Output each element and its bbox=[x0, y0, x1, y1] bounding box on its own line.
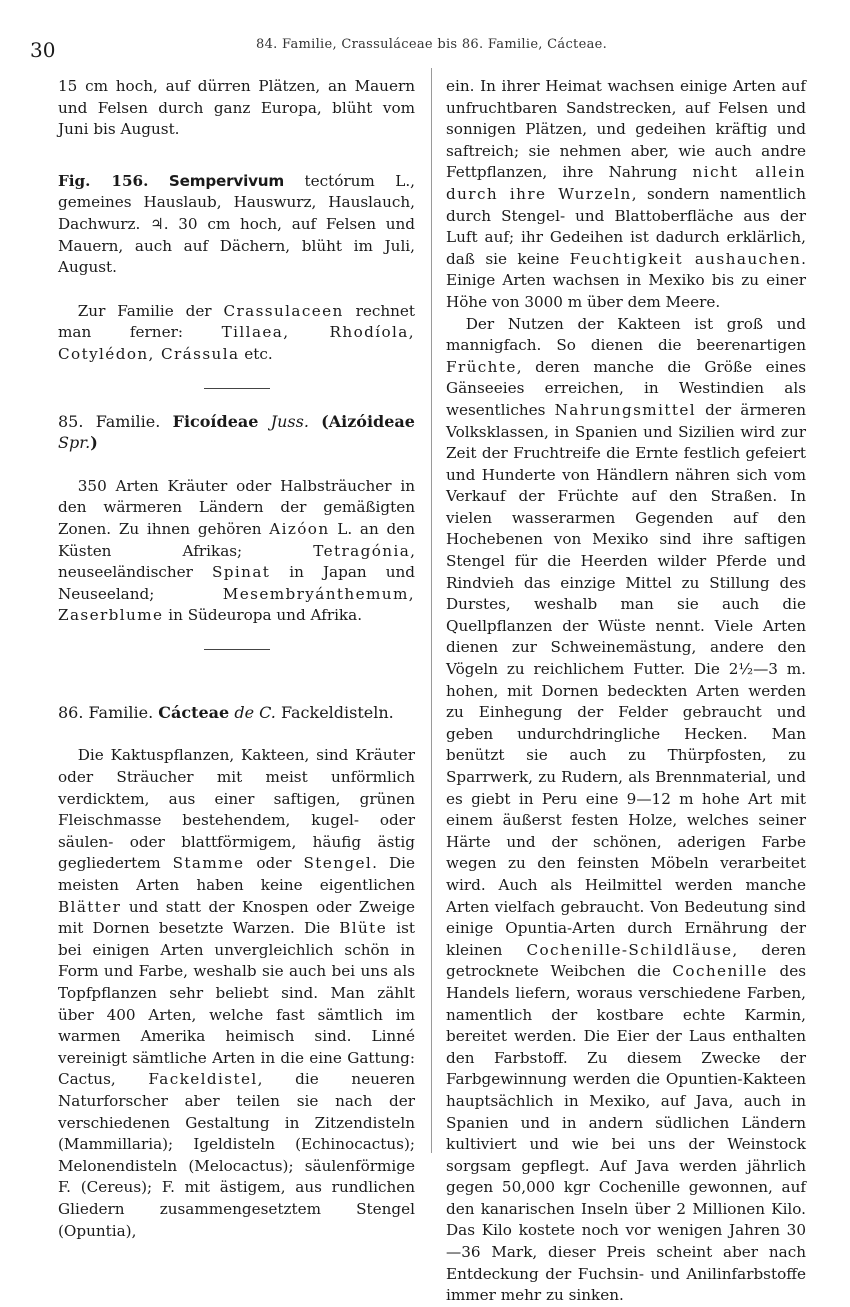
text-run: , deren manche die Größe eines Gänseeies erreichen, in Westindien als wesentliches bbox=[446, 357, 806, 419]
family-common-name: Fackeldisteln. bbox=[280, 702, 394, 722]
text-run: Tetragónia bbox=[313, 541, 411, 560]
text-run: , die neueren Naturforscher aber teilen sie nach der verschiedenen Gestaltung in Zitzendisteln (Mammillaria); Igeldisteln (Echinocactus); Melonendisteln (Melocactus); säulenförmige F. (Cereus); F. mit ästigem, aus rundlichen Gliedern zusammengesetztem Stengel (Opuntia), bbox=[58, 1070, 415, 1240]
text-run: etc. bbox=[239, 344, 273, 363]
text-run: Crassulaceen bbox=[223, 301, 344, 320]
species-author: tectórum L., bbox=[284, 171, 415, 190]
text-run: Zur Familie der bbox=[77, 301, 224, 320]
text-run: Blätter bbox=[58, 897, 122, 916]
text-run: Aizóon bbox=[269, 519, 330, 538]
text-run: nicht allein durch ihre Wurzeln bbox=[446, 163, 806, 203]
genus-name: Sempervivum bbox=[168, 171, 285, 190]
text-run: 15 cm hoch, auf dürren Plätzen, an Mauern und Felsen durch ganz Europa, blüht vom Juni bis August. bbox=[58, 77, 415, 139]
cactus-uses-text bbox=[446, 314, 806, 1307]
text-run: Fackeldistel bbox=[148, 1070, 258, 1089]
text-run: 350 Arten Kräuter oder Halbsträucher in den wärmeren Ländern der gemäßigten Zonen. Zu ihnen gehören bbox=[58, 476, 415, 538]
page-number: 30 bbox=[30, 38, 56, 62]
text-run: Feuchtigkeit aushauchen bbox=[569, 249, 802, 268]
figure-text: gemeines Hauslaub, Hauswurz, Hauslauch, Dachwurz. ♃. 30 cm hoch, auf Felsen und Mauern, auch auf Dächern, blüht im Juli, August. bbox=[58, 193, 415, 277]
text-run: Spinat bbox=[211, 563, 271, 582]
text-run: oder bbox=[244, 854, 304, 873]
text-run: Cochenille-Schildläuse bbox=[526, 940, 733, 959]
text-run: in Japan und Neuseeland; bbox=[58, 563, 415, 603]
family-number: 85. Familie. bbox=[58, 411, 161, 431]
section-rule bbox=[204, 388, 270, 389]
text-run: Der Nutzen der Kakteen ist groß und mannigfach. So dienen die beerenartigen bbox=[446, 314, 806, 355]
text-run: Stamme bbox=[172, 854, 245, 873]
family-synonym: (Aizóideae bbox=[321, 411, 415, 431]
family-name: Ficoídeae bbox=[172, 411, 259, 431]
text-run: ein. In ihrer Heimat wachsen einige Arten auf unfruchtbaren Sandstrecken, auf Felsen und sonnigen Plätzen, und gedeihen kräftig und saftreich; sie nehmen aber, wie auch andre Fettpflanzen, ihre Nahrung bbox=[446, 77, 806, 182]
column-divider bbox=[431, 68, 432, 1153]
text-run: Stengel bbox=[303, 854, 373, 873]
text-run: in Südeuropa und Afrika. bbox=[163, 606, 363, 625]
text-run: Tillaea, Rhodíola, Cotylédon, Crássula bbox=[58, 323, 415, 363]
figure-156-entry bbox=[58, 171, 415, 279]
right-column bbox=[446, 76, 806, 1307]
family-85-text bbox=[58, 476, 415, 627]
crassulaceae-note bbox=[58, 301, 415, 366]
text-run: Die Kaktuspflanzen, Kakteen, sind Kräuter oder Sträucher mit meist unförmlich verdicktem, aus einer saftigen, grünen Fleischmasse bestehendem, kugel- oder säulen- oder blattförmigem, häufig ästig gegliedertem bbox=[58, 746, 415, 873]
text-run: L. an den Küsten Afrikas; bbox=[58, 519, 415, 560]
family-name: Cácteae bbox=[158, 702, 230, 722]
text-run: ) bbox=[90, 433, 98, 453]
running-title: 84. Familie, Crassuláceae bis 86. Familie, Cácteae. bbox=[256, 37, 608, 52]
family-author: Juss. bbox=[270, 411, 309, 431]
text-run: Blüte bbox=[339, 919, 388, 938]
text-run: und statt der Knospen oder Zweige mit Dornen besetzte Warzen. Die bbox=[58, 897, 415, 938]
cactus-habitat-text bbox=[446, 76, 806, 314]
text-run: , neuseeländischer bbox=[58, 541, 415, 582]
family-86-heading bbox=[58, 702, 415, 724]
family-85-heading bbox=[58, 411, 415, 454]
text-run: Mesembryánthemum, Zaserblume bbox=[58, 584, 415, 625]
family-number: 86. Familie. bbox=[58, 702, 154, 722]
text-run: , deren getrocknete Weibchen die bbox=[446, 940, 806, 981]
section-rule bbox=[204, 649, 270, 650]
text-run: rechnet man ferner: bbox=[58, 301, 415, 342]
figure-label: Fig. 156. bbox=[58, 171, 149, 190]
text-run: Nahrungsmittel bbox=[554, 400, 696, 419]
family-author: de C. bbox=[234, 702, 276, 722]
text-run: Früchte bbox=[446, 357, 517, 376]
text-run: ist bei einigen Arten unvergleichlich schön in Form und Farbe, weshalb sie auch bei uns als Topfpflanzen sehr beliebt sind. Man zählt über 400 Arten, welche fast sämtlich im warmen Amerika heimisch sind. Linné vereinigt sämtliche Arten in die eine Gattung: Cactus, bbox=[58, 919, 415, 1089]
text-run: . Die meisten Arten haben keine eigentlichen bbox=[58, 854, 415, 895]
left-column bbox=[58, 76, 415, 1242]
text-run: der ärmeren Volksklassen, in Spanien und Sizilien wird zur Zeit der Fruchtreife die Ernte festlich gefeiert und Hunderte von Händlern nähren sich vom Verkauf der Früchte auf den Straßen. In vielen wasserarmen Gegenden auf den Hochebenen von Mexiko sind ihre saftigen Stengel für die Heerden wilder Pferde und Rindvieh das einzige Mittel zu Stillung des Durstes, weshalb man sie auch die Quellpflanzen der Wüste nennt. Viele Arten dienen zur Schweinemästung, andere den Vögeln zu reichlichem Futter. Die 2½—3 m. hohen, mit Dornen bedeckten Arten werden zu Einhegung der Felder gebraucht und geben undurchdringliche Hecken. Man benützt sie auch zu Thürpfosten, zu Sparrwerk, zu Rudern, als Brennmaterial, und es giebt in Peru eine 9—12 m hohe Art mit einem äußerst festen Holze, welches seiner Härte und der schönen, aderigen Farbe wegen zu den feinsten Möbeln verarbeitet wird. Auch als Heilmittel werden manche Arten vielfach gebraucht. Von Bedeutung sind einige Opuntia-Arten durch Ernährung der kleinen bbox=[446, 400, 806, 959]
sedum-description-end bbox=[58, 76, 415, 141]
text-run: , sondern namentlich durch Stengel- und Blattoberfläche aus der Luft auf; ihr Gedeihen ist dadurch erklärlich, daß sie keine bbox=[446, 184, 806, 268]
text-run: Cochenille bbox=[672, 962, 768, 981]
text-run: des Handels liefern, woraus verschiedene Farben, namentlich der kostbare echte Karmin, bereitet werden. Die Eier der Laus enthalten den Farbstoff. Zu diesem Zwecke der Farbgewinnung werden die Opuntien-Kakteen hauptsächlich in Mexiko, auf Java, auch in Spanien und in andern südlichen Ländern kultiviert und wie bei uns der Weinstock sorgsam gepflegt. Auf Java werden jährlich gegen 50,000 kgr Cochenille gewonnen, auf den kanarischen Inseln über 2 Millionen Kilo. Das Kilo kostete noch vor wenigen Jahren 30—36 Mark, dieser Preis scheint aber nach Entdeckung der Fuchsin- und Anilinfarbstoffe immer mehr zu sinken. bbox=[446, 962, 806, 1305]
family-86-text bbox=[58, 745, 415, 1242]
text-run: . Einige Arten wachsen in Mexiko bis zu einer Höhe von 3000 m über dem Meere. bbox=[446, 249, 806, 311]
synonym-author: Spr. bbox=[58, 433, 91, 453]
